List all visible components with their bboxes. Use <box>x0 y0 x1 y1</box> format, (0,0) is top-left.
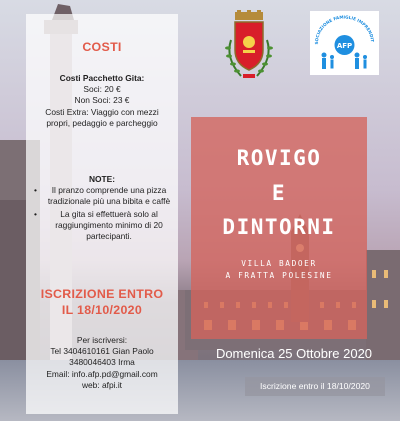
afp-logo-arc-text: SOCIAZIONE FAMIGLIE IMPRENDIT <box>313 14 376 45</box>
event-date: Domenica 25 Ottobre 2020 <box>215 346 373 361</box>
contact-phone-2: 3480046403 Irma <box>69 357 135 368</box>
event-subtitle <box>191 258 367 282</box>
iscrizione-badge: Iscrizione entro il 18/10/2020 <box>245 377 385 396</box>
contact-web: web: afpi.it <box>81 379 123 390</box>
iscrizione-heading <box>30 286 174 318</box>
iscrizione-heading-line2: IL 18/10/2020 <box>61 303 143 317</box>
event-title-line2: E <box>271 181 287 205</box>
contact-email: Email: info.afp.pd@gmail.com <box>46 368 158 379</box>
costi-line-non-soci: Non Soci: 23 € <box>74 95 130 106</box>
municipal-crest-logo <box>219 10 279 82</box>
contact-intro: Per iscriversi: <box>76 335 128 345</box>
costi-heading: COSTI <box>82 40 122 54</box>
note-section <box>32 174 172 243</box>
event-title-box <box>191 117 367 339</box>
costi-details <box>30 73 174 129</box>
contact-info <box>30 335 174 391</box>
event-subtitle-line2: A FRATTA POLESINE <box>225 271 333 280</box>
note-heading: NOTE: <box>88 174 116 184</box>
info-panel <box>26 14 178 414</box>
note-list <box>32 185 172 242</box>
event-subtitle-line1: VILLA BADOER <box>241 259 317 268</box>
contact-phone-1: Tel 3404610161 Gian Paolo <box>50 346 154 357</box>
afp-association-logo <box>310 11 379 75</box>
costi-line-extra: Costi Extra: Viaggio con mezzi <box>45 106 159 117</box>
event-title-line1: ROVIGO <box>236 146 322 170</box>
costi-line-soci: Soci: 20 € <box>83 84 121 95</box>
afp-logo-acronym: AFP <box>336 42 353 50</box>
note-item-lunch: • Il pranzo comprende una pizza tradizionale più una bibita e caffè <box>32 185 172 207</box>
event-title-line3: DINTORNI <box>222 215 336 239</box>
costi-line-package: Costi Pacchetto Gita: <box>59 73 145 83</box>
costi-line-extra-2: propri, pedaggio e parcheggio <box>46 117 158 128</box>
iscrizione-heading-line1: ISCRIZIONE ENTRO <box>40 287 164 301</box>
note-item-minimum: • La gita si effettuerà solo al raggiungimento minimo di 20 partecipanti. <box>32 209 172 243</box>
